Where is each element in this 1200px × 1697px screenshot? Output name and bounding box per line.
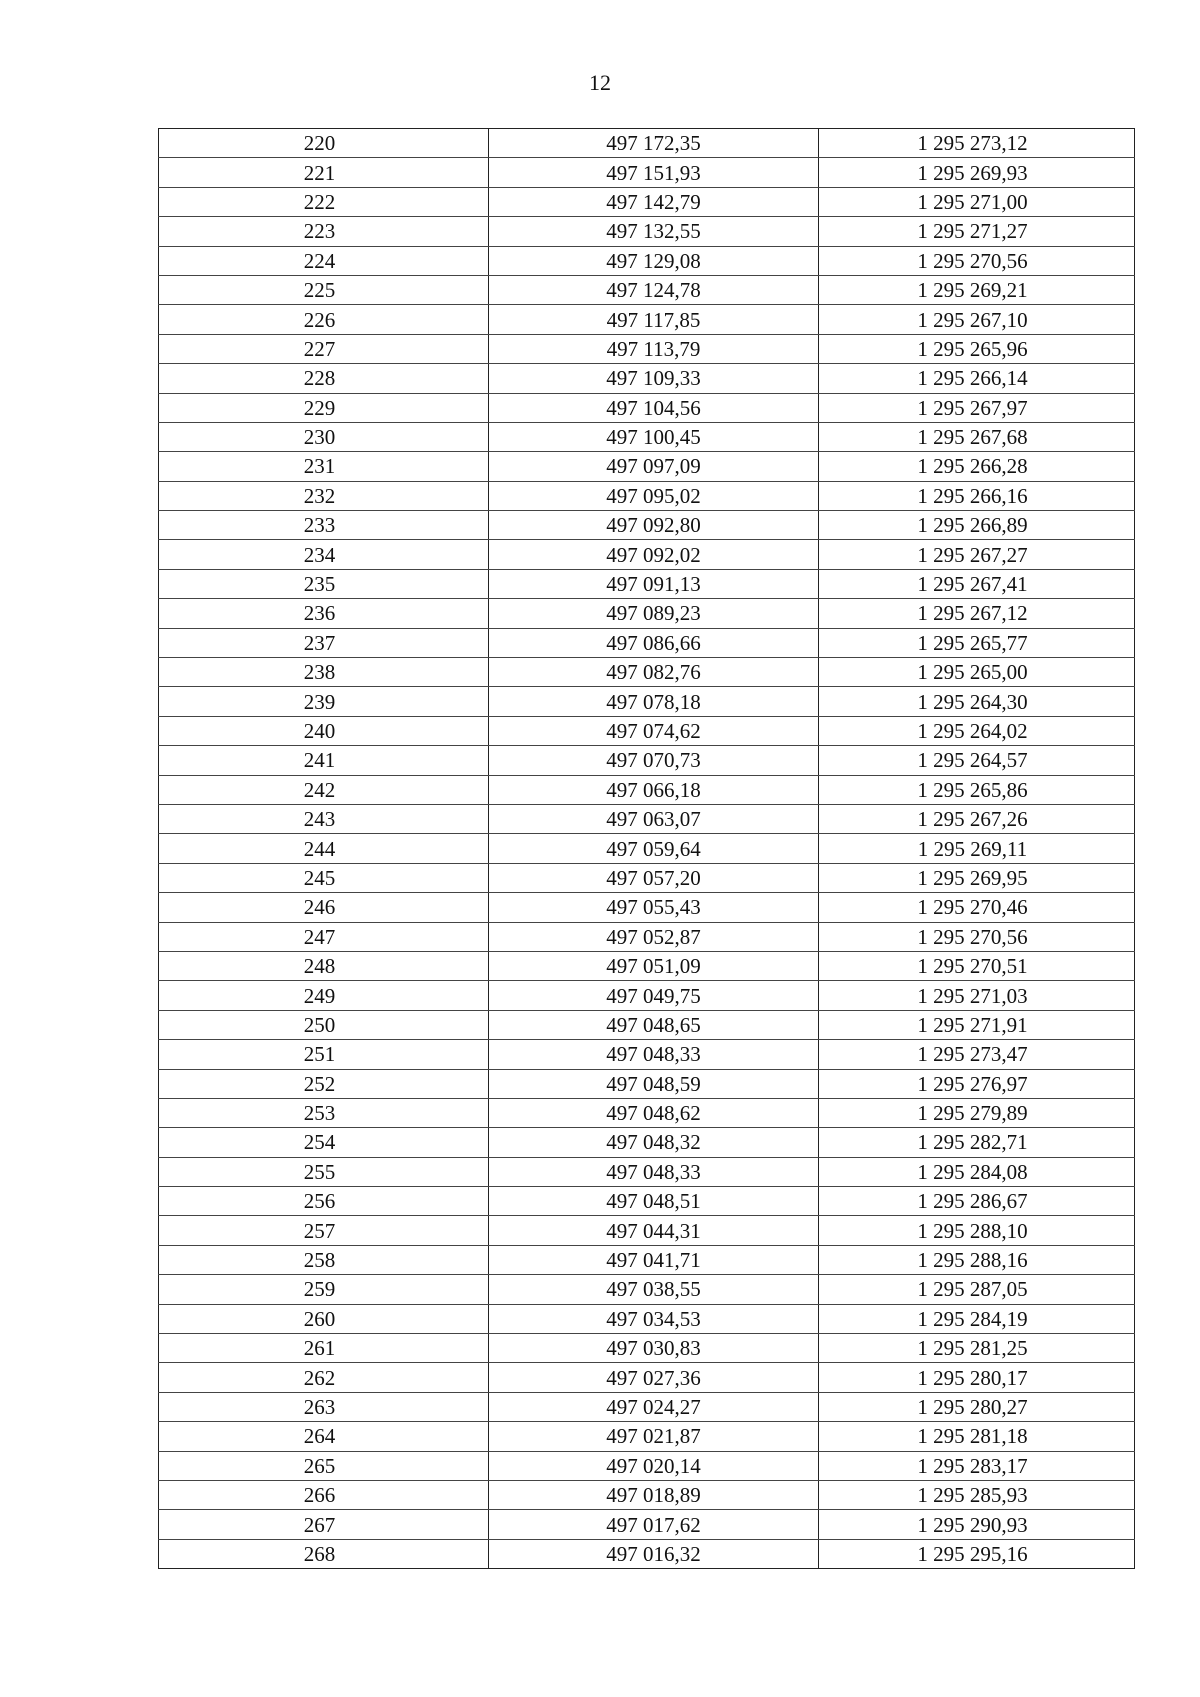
x-coordinate-cell: 497 113,79	[489, 334, 819, 363]
x-coordinate-cell: 497 074,62	[489, 716, 819, 745]
y-coordinate-cell: 1 295 271,91	[819, 1010, 1135, 1039]
point-number-cell: 247	[159, 922, 489, 951]
table-row	[159, 569, 1135, 598]
x-coordinate-cell: 497 086,66	[489, 628, 819, 657]
table-row	[159, 217, 1135, 246]
y-coordinate-cell: 1 295 290,93	[819, 1510, 1135, 1539]
table-row	[159, 981, 1135, 1010]
x-coordinate-cell: 497 021,87	[489, 1422, 819, 1451]
y-coordinate-cell: 1 295 270,56	[819, 922, 1135, 951]
point-number-cell: 229	[159, 393, 489, 422]
y-coordinate-cell: 1 295 269,11	[819, 834, 1135, 863]
table-row	[159, 922, 1135, 951]
x-coordinate-cell: 497 030,83	[489, 1334, 819, 1363]
point-number-cell: 227	[159, 334, 489, 363]
point-number-cell: 235	[159, 569, 489, 598]
y-coordinate-cell: 1 295 265,00	[819, 658, 1135, 687]
table-row	[159, 1480, 1135, 1509]
y-coordinate-cell: 1 295 264,30	[819, 687, 1135, 716]
table-row	[159, 1304, 1135, 1333]
x-coordinate-cell: 497 044,31	[489, 1216, 819, 1245]
x-coordinate-cell: 497 024,27	[489, 1392, 819, 1421]
table-row	[159, 187, 1135, 216]
table-row	[159, 1157, 1135, 1186]
x-coordinate-cell: 497 063,07	[489, 804, 819, 833]
table-row	[159, 687, 1135, 716]
y-coordinate-cell: 1 295 281,25	[819, 1334, 1135, 1363]
y-coordinate-cell: 1 295 271,27	[819, 217, 1135, 246]
table-row	[159, 1040, 1135, 1069]
x-coordinate-cell: 497 041,71	[489, 1245, 819, 1274]
point-number-cell: 257	[159, 1216, 489, 1245]
x-coordinate-cell: 497 027,36	[489, 1363, 819, 1392]
x-coordinate-cell: 497 048,65	[489, 1010, 819, 1039]
x-coordinate-cell: 497 097,09	[489, 452, 819, 481]
point-number-cell: 261	[159, 1334, 489, 1363]
y-coordinate-cell: 1 295 266,14	[819, 364, 1135, 393]
table-row	[159, 834, 1135, 863]
table-row	[159, 628, 1135, 657]
point-number-cell: 246	[159, 893, 489, 922]
y-coordinate-cell: 1 295 267,68	[819, 422, 1135, 451]
point-number-cell: 244	[159, 834, 489, 863]
point-number-cell: 248	[159, 951, 489, 980]
page-number: 12	[589, 70, 611, 95]
x-coordinate-cell: 497 018,89	[489, 1480, 819, 1509]
table-row	[159, 511, 1135, 540]
y-coordinate-cell: 1 295 267,97	[819, 393, 1135, 422]
y-coordinate-cell: 1 295 265,77	[819, 628, 1135, 657]
x-coordinate-cell: 497 100,45	[489, 422, 819, 451]
table-row	[159, 305, 1135, 334]
coordinates-table-body	[159, 129, 1135, 1569]
table-row	[159, 393, 1135, 422]
x-coordinate-cell: 497 048,51	[489, 1187, 819, 1216]
point-number-cell: 220	[159, 129, 489, 158]
x-coordinate-cell: 497 142,79	[489, 187, 819, 216]
table-row	[159, 1392, 1135, 1421]
table-row	[159, 452, 1135, 481]
y-coordinate-cell: 1 295 270,46	[819, 893, 1135, 922]
point-number-cell: 262	[159, 1363, 489, 1392]
y-coordinate-cell: 1 295 284,08	[819, 1157, 1135, 1186]
point-number-cell: 231	[159, 452, 489, 481]
table-row	[159, 1216, 1135, 1245]
y-coordinate-cell: 1 295 269,95	[819, 863, 1135, 892]
point-number-cell: 265	[159, 1451, 489, 1480]
y-coordinate-cell: 1 295 281,18	[819, 1422, 1135, 1451]
y-coordinate-cell: 1 295 267,27	[819, 540, 1135, 569]
y-coordinate-cell: 1 295 267,10	[819, 305, 1135, 334]
table-row	[159, 481, 1135, 510]
x-coordinate-cell: 497 151,93	[489, 158, 819, 187]
point-number-cell: 267	[159, 1510, 489, 1539]
table-row	[159, 1069, 1135, 1098]
table-row	[159, 893, 1135, 922]
point-number-cell: 249	[159, 981, 489, 1010]
point-number-cell: 259	[159, 1275, 489, 1304]
y-coordinate-cell: 1 295 264,02	[819, 716, 1135, 745]
table-row	[159, 1010, 1135, 1039]
point-number-cell: 223	[159, 217, 489, 246]
x-coordinate-cell: 497 057,20	[489, 863, 819, 892]
y-coordinate-cell: 1 295 295,16	[819, 1539, 1135, 1568]
y-coordinate-cell: 1 295 287,05	[819, 1275, 1135, 1304]
y-coordinate-cell: 1 295 265,96	[819, 334, 1135, 363]
x-coordinate-cell: 497 129,08	[489, 246, 819, 275]
y-coordinate-cell: 1 295 285,93	[819, 1480, 1135, 1509]
y-coordinate-cell: 1 295 273,12	[819, 129, 1135, 158]
point-number-cell: 239	[159, 687, 489, 716]
point-number-cell: 221	[159, 158, 489, 187]
table-row	[159, 1363, 1135, 1392]
y-coordinate-cell: 1 295 280,17	[819, 1363, 1135, 1392]
coordinates-table	[158, 128, 1135, 1569]
y-coordinate-cell: 1 295 264,57	[819, 746, 1135, 775]
table-row	[159, 863, 1135, 892]
point-number-cell: 250	[159, 1010, 489, 1039]
x-coordinate-cell: 497 066,18	[489, 775, 819, 804]
x-coordinate-cell: 497 104,56	[489, 393, 819, 422]
y-coordinate-cell: 1 295 276,97	[819, 1069, 1135, 1098]
table-row	[159, 746, 1135, 775]
point-number-cell: 233	[159, 511, 489, 540]
point-number-cell: 266	[159, 1480, 489, 1509]
table-row	[159, 1422, 1135, 1451]
point-number-cell: 226	[159, 305, 489, 334]
table-row	[159, 951, 1135, 980]
y-coordinate-cell: 1 295 269,21	[819, 275, 1135, 304]
y-coordinate-cell: 1 295 270,51	[819, 951, 1135, 980]
x-coordinate-cell: 497 082,76	[489, 658, 819, 687]
y-coordinate-cell: 1 295 266,28	[819, 452, 1135, 481]
y-coordinate-cell: 1 295 271,03	[819, 981, 1135, 1010]
table-row	[159, 658, 1135, 687]
table-row	[159, 1539, 1135, 1568]
y-coordinate-cell: 1 295 271,00	[819, 187, 1135, 216]
y-coordinate-cell: 1 295 273,47	[819, 1040, 1135, 1069]
x-coordinate-cell: 497 034,53	[489, 1304, 819, 1333]
table-row	[159, 716, 1135, 745]
table-row	[159, 1245, 1135, 1274]
x-coordinate-cell: 497 172,35	[489, 129, 819, 158]
table-row	[159, 1451, 1135, 1480]
y-coordinate-cell: 1 295 266,89	[819, 511, 1135, 540]
x-coordinate-cell: 497 055,43	[489, 893, 819, 922]
point-number-cell: 228	[159, 364, 489, 393]
table-row	[159, 540, 1135, 569]
x-coordinate-cell: 497 109,33	[489, 364, 819, 393]
x-coordinate-cell: 497 070,73	[489, 746, 819, 775]
table-row	[159, 1098, 1135, 1127]
point-number-cell: 225	[159, 275, 489, 304]
point-number-cell: 232	[159, 481, 489, 510]
point-number-cell: 230	[159, 422, 489, 451]
x-coordinate-cell: 497 049,75	[489, 981, 819, 1010]
point-number-cell: 251	[159, 1040, 489, 1069]
x-coordinate-cell: 497 016,32	[489, 1539, 819, 1568]
x-coordinate-cell: 497 038,55	[489, 1275, 819, 1304]
point-number-cell: 224	[159, 246, 489, 275]
point-number-cell: 237	[159, 628, 489, 657]
y-coordinate-cell: 1 295 267,26	[819, 804, 1135, 833]
point-number-cell: 263	[159, 1392, 489, 1421]
x-coordinate-cell: 497 059,64	[489, 834, 819, 863]
x-coordinate-cell: 497 078,18	[489, 687, 819, 716]
x-coordinate-cell: 497 095,02	[489, 481, 819, 510]
table-row	[159, 1187, 1135, 1216]
y-coordinate-cell: 1 295 286,67	[819, 1187, 1135, 1216]
x-coordinate-cell: 497 020,14	[489, 1451, 819, 1480]
x-coordinate-cell: 497 117,85	[489, 305, 819, 334]
y-coordinate-cell: 1 295 284,19	[819, 1304, 1135, 1333]
y-coordinate-cell: 1 295 269,93	[819, 158, 1135, 187]
y-coordinate-cell: 1 295 288,10	[819, 1216, 1135, 1245]
y-coordinate-cell: 1 295 265,86	[819, 775, 1135, 804]
point-number-cell: 241	[159, 746, 489, 775]
point-number-cell: 256	[159, 1187, 489, 1216]
y-coordinate-cell: 1 295 283,17	[819, 1451, 1135, 1480]
x-coordinate-cell: 497 092,80	[489, 511, 819, 540]
point-number-cell: 238	[159, 658, 489, 687]
table-row	[159, 364, 1135, 393]
y-coordinate-cell: 1 295 270,56	[819, 246, 1135, 275]
point-number-cell: 260	[159, 1304, 489, 1333]
table-row	[159, 775, 1135, 804]
table-row	[159, 1510, 1135, 1539]
point-number-cell: 240	[159, 716, 489, 745]
x-coordinate-cell: 497 051,09	[489, 951, 819, 980]
point-number-cell: 236	[159, 599, 489, 628]
point-number-cell: 222	[159, 187, 489, 216]
table-row	[159, 158, 1135, 187]
point-number-cell: 234	[159, 540, 489, 569]
x-coordinate-cell: 497 017,62	[489, 1510, 819, 1539]
point-number-cell: 268	[159, 1539, 489, 1568]
x-coordinate-cell: 497 048,33	[489, 1157, 819, 1186]
table-row	[159, 599, 1135, 628]
y-coordinate-cell: 1 295 267,41	[819, 569, 1135, 598]
x-coordinate-cell: 497 048,59	[489, 1069, 819, 1098]
table-row	[159, 1128, 1135, 1157]
table-row	[159, 804, 1135, 833]
point-number-cell: 255	[159, 1157, 489, 1186]
table-row	[159, 275, 1135, 304]
x-coordinate-cell: 497 048,62	[489, 1098, 819, 1127]
y-coordinate-cell: 1 295 279,89	[819, 1098, 1135, 1127]
table-row	[159, 1334, 1135, 1363]
x-coordinate-cell: 497 052,87	[489, 922, 819, 951]
y-coordinate-cell: 1 295 266,16	[819, 481, 1135, 510]
x-coordinate-cell: 497 048,32	[489, 1128, 819, 1157]
point-number-cell: 253	[159, 1098, 489, 1127]
x-coordinate-cell: 497 091,13	[489, 569, 819, 598]
table-row	[159, 422, 1135, 451]
x-coordinate-cell: 497 132,55	[489, 217, 819, 246]
y-coordinate-cell: 1 295 280,27	[819, 1392, 1135, 1421]
x-coordinate-cell: 497 124,78	[489, 275, 819, 304]
table-row	[159, 246, 1135, 275]
x-coordinate-cell: 497 089,23	[489, 599, 819, 628]
x-coordinate-cell: 497 092,02	[489, 540, 819, 569]
table-row	[159, 129, 1135, 158]
point-number-cell: 245	[159, 863, 489, 892]
point-number-cell: 252	[159, 1069, 489, 1098]
point-number-cell: 254	[159, 1128, 489, 1157]
point-number-cell: 258	[159, 1245, 489, 1274]
x-coordinate-cell: 497 048,33	[489, 1040, 819, 1069]
point-number-cell: 243	[159, 804, 489, 833]
table-row	[159, 1275, 1135, 1304]
point-number-cell: 242	[159, 775, 489, 804]
point-number-cell: 264	[159, 1422, 489, 1451]
y-coordinate-cell: 1 295 282,71	[819, 1128, 1135, 1157]
y-coordinate-cell: 1 295 267,12	[819, 599, 1135, 628]
y-coordinate-cell: 1 295 288,16	[819, 1245, 1135, 1274]
table-row	[159, 334, 1135, 363]
